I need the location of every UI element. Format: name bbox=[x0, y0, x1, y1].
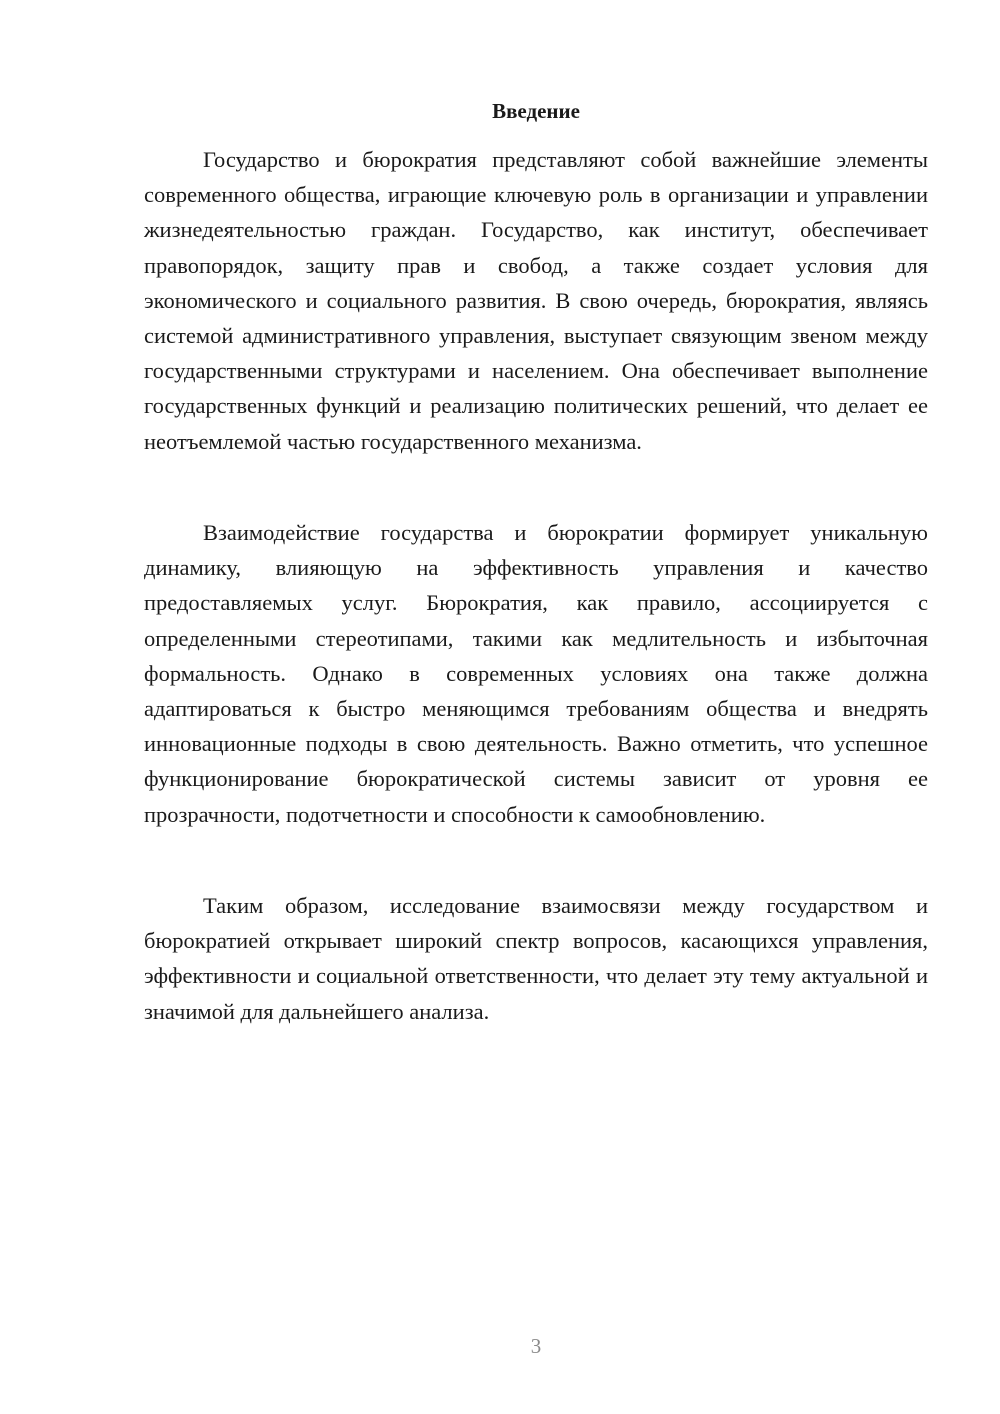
section-heading: Введение bbox=[492, 99, 580, 123]
paragraph-3: Таким образом, исследование взаимосвязи между государством и бюрократией открывает широкий спектр вопросов, касающихся управления, эффективности и социальной ответственности, что делает эту тему актуальной и значимой для дальнейшего анализа. bbox=[144, 893, 928, 1024]
page-number: 3 bbox=[530, 1334, 542, 1358]
paragraph-2: Взаимодействие государства и бюрократии формирует уникальную динамику, влияющую на эффективность управления и качество предоставляемых услуг. Бюрократия, как правило, ассоциируется с определенными стереотипами, такими как медлительность и избыточная формальность. Однако в современных условиях она также должна адаптироваться к быстро меняющимся требованиям общества и внедрять инновационные подходы в свою деятельность. Важно отметить, что успешное функционирование бюрократической системы зависит от уровня ее прозрачности, подотчетности и способности к самообновлению. bbox=[144, 520, 928, 827]
paragraph-1: Государство и бюрократия представляют собой важнейшие элементы современного общества, играющие ключевую роль в организации и управлении жизнедеятельностью граждан. Государство, как институт, обеспечивает правопорядок, защиту прав и свобод, а также создает условия для экономического и социального развития. В свою очередь, бюрократия, являясь системой административного управления, выступает связующим звеном между государственными структурами и населением. Она обеспечивает выполнение государственных функций и реализацию политических решений, что делает ее неотъемлемой частью государственного механизма. bbox=[144, 147, 928, 454]
